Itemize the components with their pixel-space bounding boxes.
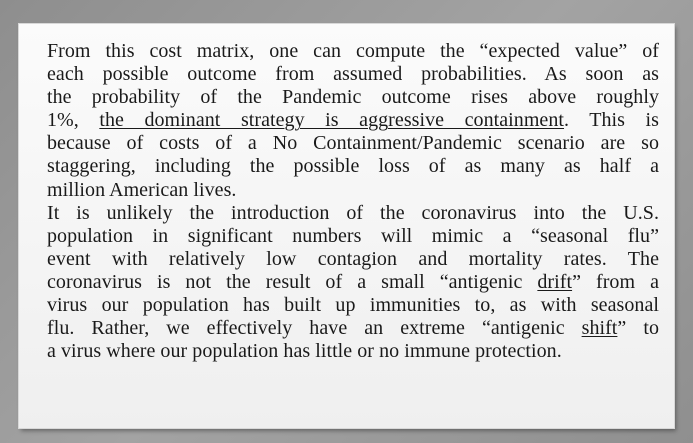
text-line (47, 317, 659, 340)
text-segment: . This is (564, 109, 659, 132)
underlined-word-shift: shift (581, 317, 618, 340)
text-line: staggering, including the possible loss of as many as half a (47, 155, 659, 178)
text-line: From this cost matrix, one can compute the “expected value” of (47, 40, 659, 62)
underlined-phrase: the dominant strategy is aggressive containment (99, 109, 565, 132)
text-line: virus our population has built up immunities to, as with seasonal (47, 294, 659, 317)
document-body (47, 40, 659, 363)
text-segment: 1%, (47, 109, 100, 132)
text-line: because of costs of a No Containment/Pandemic scenario are so (47, 132, 659, 155)
text-segment: flu. Rather, we effectively have an extreme “antigenic (47, 317, 582, 340)
text-line: a virus where our population has little or no immune protection. (47, 340, 562, 363)
text-segment: ” to (617, 317, 659, 340)
underlined-word-drift: drift (537, 270, 573, 293)
text-line: the probability of the Pandemic outcome rises above roughly (47, 86, 659, 109)
text-line: It is unlikely the introduction of the coronavirus into the U.S. (47, 201, 659, 224)
paragraph-cost-matrix (47, 40, 659, 202)
text-line: event with relatively low contagion and mortality rates. The (47, 247, 659, 270)
paper-sheet (19, 24, 674, 428)
text-line (47, 109, 659, 132)
text-line: each possible outcome from assumed probabilities. As soon as (47, 63, 659, 86)
paragraph-coronavirus (47, 202, 659, 364)
text-segment: ” from a (572, 270, 659, 293)
text-segment: coronavirus is not the result of a small “antigenic (47, 270, 538, 293)
text-line (47, 271, 659, 294)
text-line: million American lives. (47, 178, 237, 201)
text-line: population in significant numbers will mimic a “seasonal flu” (47, 224, 659, 247)
